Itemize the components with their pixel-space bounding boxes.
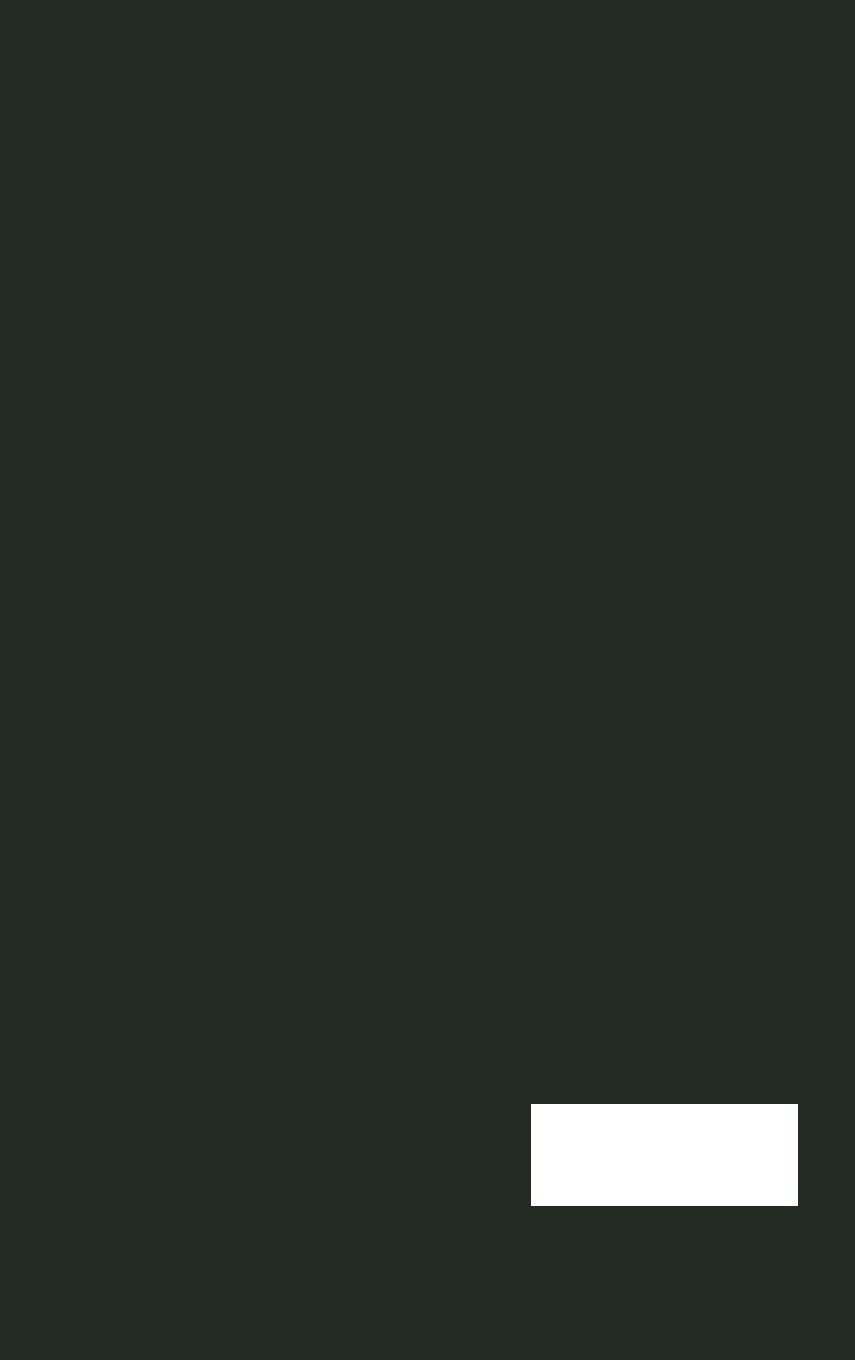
dotted-divider-bottom — [54, 1050, 855, 1064]
barcode-addon-bars — [713, 1152, 785, 1192]
bottom-stripe-border — [0, 1316, 855, 1360]
top-stripe-border — [0, 0, 855, 46]
isbn-barcode — [531, 1104, 798, 1206]
barcode-bars — [548, 1136, 708, 1182]
author-bio — [55, 902, 799, 931]
dotted-divider-top — [54, 832, 855, 846]
